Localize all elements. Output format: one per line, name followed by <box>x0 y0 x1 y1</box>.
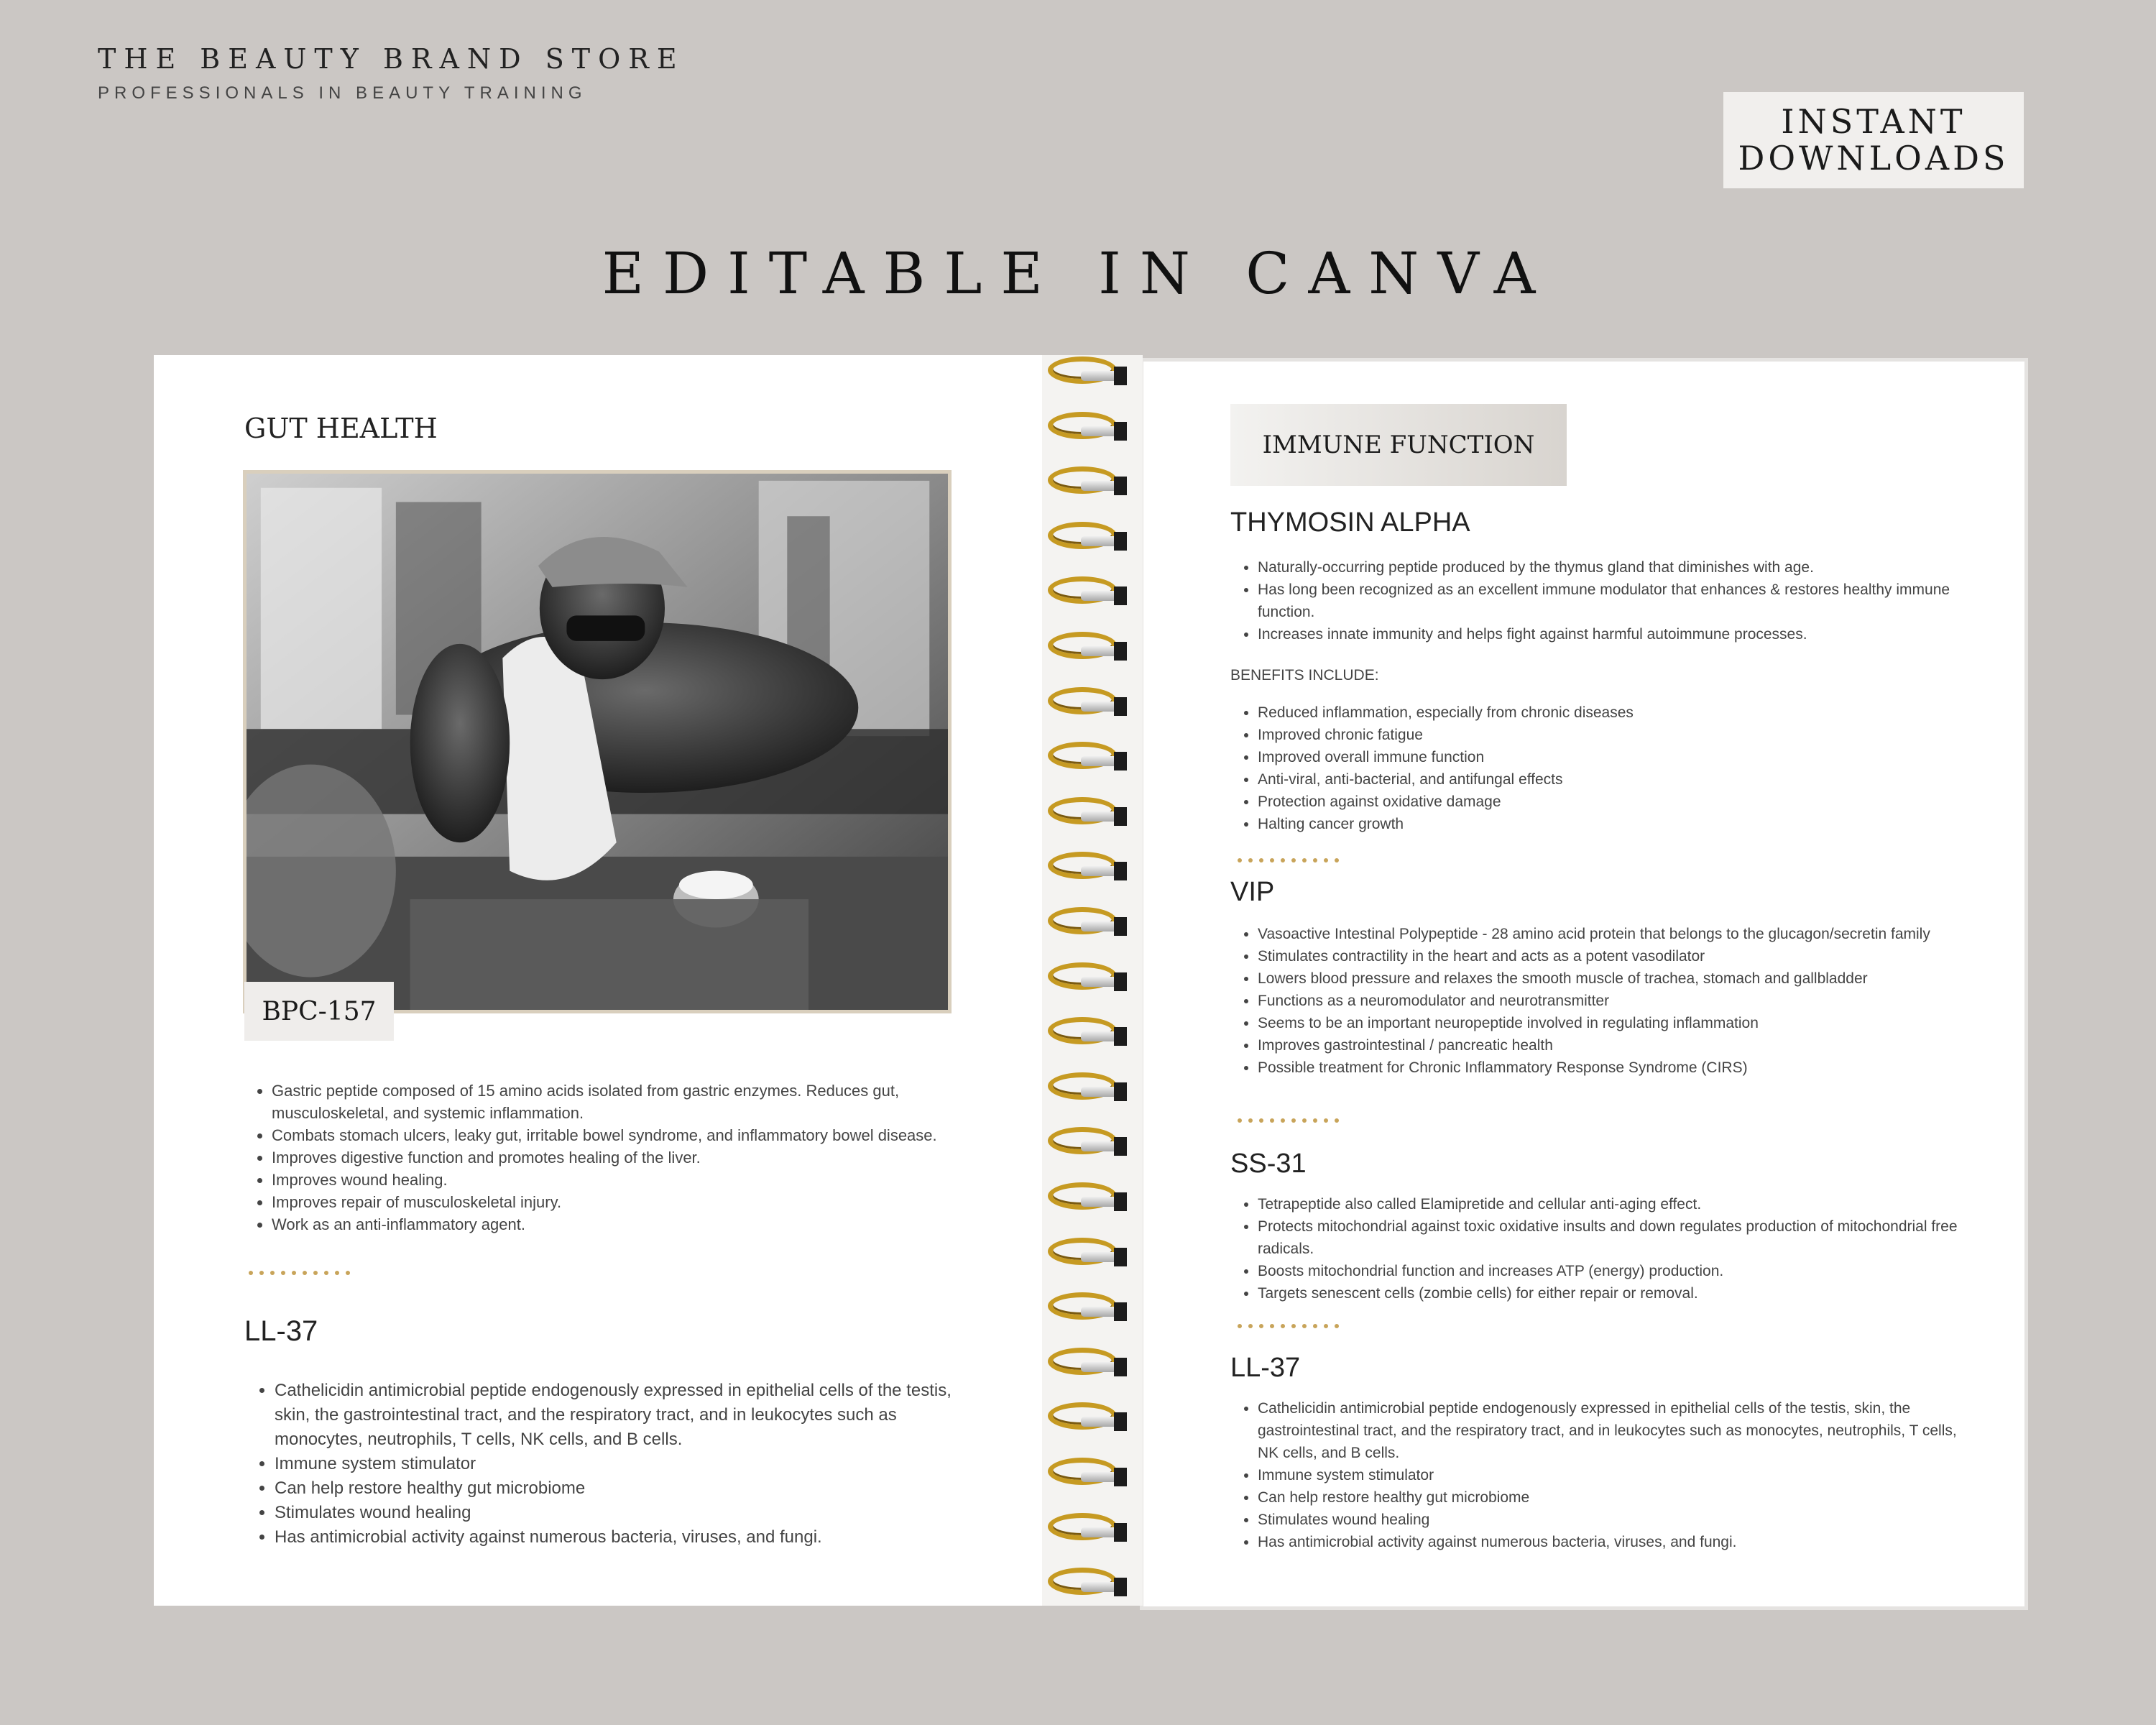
list-item: • Has antimicrobial activity against numerous bacteria, viruses, and fungi. <box>275 1525 979 1550</box>
list-item: • Naturally-occurring peptide produced by the thymus gland that diminishes with age. <box>1258 556 1962 579</box>
list-item: • Lowers blood pressure and relaxes the smooth muscle of trachea, stomach and gallbladder <box>1258 967 1962 990</box>
list-item: • Stimulates wound healing <box>275 1501 979 1525</box>
spiral-binding <box>1042 355 1143 1606</box>
gut-health-title: GUT HEALTH <box>244 413 438 444</box>
dot-divider <box>1238 1118 1339 1126</box>
immune-function-badge: IMMUNE FUNCTION <box>1230 404 1567 486</box>
headline: EDITABLE IN CANVA <box>602 240 1554 307</box>
dot-divider <box>1238 1324 1339 1331</box>
spiral-ring <box>1048 1238 1123 1272</box>
spiral-ring <box>1048 356 1123 391</box>
spiral-ring <box>1048 576 1123 611</box>
ll-37-title-left: LL-37 <box>244 1315 318 1347</box>
list-item: • Improves repair of musculoskeletal injury. <box>272 1191 969 1213</box>
spiral-ring <box>1048 907 1123 942</box>
list-item: • Anti-viral, anti-bacterial, and antifungal effects <box>1258 768 1962 791</box>
spiral-ring <box>1048 522 1123 556</box>
list-item: • Can help restore healthy gut microbiome <box>1258 1486 1962 1509</box>
list-item: • Cathelicidin antimicrobial peptide endogenously expressed in epithelial cells of the testis, skin, the gastrointestinal tract, and the respiratory tract, and in leukocytes such as monocytes, neutrophils, T cells, NK cells, and B cells. <box>275 1379 979 1452</box>
spiral-ring <box>1048 412 1123 446</box>
instant-downloads-badge <box>1723 92 2024 188</box>
list-item: • Gastric peptide composed of 15 amino acids isolated from gastric enzymes. Reduces gut, musculoskeletal, and systemic inflammation. <box>272 1080 969 1124</box>
ll-37-title-right: LL-37 <box>1230 1353 1301 1383</box>
spiral-ring <box>1048 1348 1123 1382</box>
spiral-ring <box>1048 1292 1123 1327</box>
spiral-ring <box>1048 1402 1123 1437</box>
list-item: • Improved overall immune function <box>1258 746 1962 768</box>
spiral-ring <box>1048 1182 1123 1217</box>
brand-name: THE BEAUTY BRAND STORE <box>98 43 685 75</box>
list-item: • Halting cancer growth <box>1258 813 1962 835</box>
bpc-157-list <box>250 1080 969 1236</box>
list-item: • Stimulates wound healing <box>1258 1509 1962 1531</box>
list-item: • Functions as a neuromodulator and neurotransmitter <box>1258 990 1962 1012</box>
spiral-ring <box>1048 1017 1123 1052</box>
spiral-ring <box>1048 1458 1123 1492</box>
list-item: • Immune system stimulator <box>275 1452 979 1476</box>
list-item: • Tetrapeptide also called Elamipretide and cellular anti-aging effect. <box>1258 1193 1962 1215</box>
instant-line-2: DOWNLOADS <box>1738 139 2009 178</box>
list-item: • Seems to be an important neuropeptide involved in regulating inflammation <box>1258 1012 1962 1034</box>
ss-31-list <box>1236 1193 1962 1305</box>
dot-divider <box>249 1271 350 1278</box>
benefits-list <box>1236 702 1962 835</box>
list-item: • Reduced inflammation, especially from chronic diseases <box>1258 702 1962 724</box>
ss-31-title: SS-31 <box>1230 1149 1307 1179</box>
spiral-ring <box>1048 962 1123 997</box>
vip-title: VIP <box>1230 877 1275 907</box>
list-item: • Improved chronic fatigue <box>1258 724 1962 746</box>
spiral-ring <box>1048 687 1123 722</box>
bpc-157-label: BPC-157 <box>244 982 394 1041</box>
spiral-ring <box>1048 797 1123 832</box>
list-item: • Stimulates contractility in the heart and acts as a potent vasodilator <box>1258 945 1962 967</box>
spiral-ring <box>1048 742 1123 776</box>
list-item: • Protection against oxidative damage <box>1258 791 1962 813</box>
list-item: • Vasoactive Intestinal Polypeptide - 28 amino acid protein that belongs to the glucagon/secretin family <box>1258 923 1962 945</box>
list-item: • Combats stomach ulcers, leaky gut, irritable bowel syndrome, and inflammatory bowel disease. <box>272 1124 969 1146</box>
thymosin-alpha-title: THYMOSIN ALPHA <box>1230 507 1470 538</box>
spiral-ring <box>1048 1568 1123 1602</box>
list-item: • Has antimicrobial activity against numerous bacteria, viruses, and fungi. <box>1258 1531 1962 1553</box>
spiral-ring <box>1048 1513 1123 1547</box>
spiral-ring <box>1048 632 1123 666</box>
instant-line-1: INSTANT <box>1781 102 1966 142</box>
list-item: • Cathelicidin antimicrobial peptide endogenously expressed in epithelial cells of the testis, skin, the gastrointestinal tract, and the respiratory tract, and in leukocytes such as monocytes, neutrophils, T cells, NK cells, and B cells. <box>1258 1397 1962 1464</box>
benefits-label: BENEFITS INCLUDE: <box>1230 667 1379 684</box>
dot-divider <box>1238 858 1339 865</box>
spiral-ring <box>1048 852 1123 886</box>
list-item: • Boosts mitochondrial function and increases ATP (energy) production. <box>1258 1260 1962 1282</box>
list-item: • Improves digestive function and promotes healing of the liver. <box>272 1146 969 1169</box>
list-item: • Increases innate immunity and helps fight against harmful autoimmune processes. <box>1258 623 1962 645</box>
photo-frame <box>243 470 952 1013</box>
spiral-ring <box>1048 1072 1123 1107</box>
list-item: • Protects mitochondrial against toxic oxidative insults and down regulates production of mitochondrial free radicals. <box>1258 1215 1962 1260</box>
list-item: • Immune system stimulator <box>1258 1464 1962 1486</box>
list-item: • Improves wound healing. <box>272 1169 969 1191</box>
vip-list <box>1236 923 1962 1079</box>
spiral-ring <box>1048 1127 1123 1162</box>
list-item: • Has long been recognized as an excellent immune modulator that enhances & restores healthy immune function. <box>1258 579 1962 623</box>
thymosin-alpha-list <box>1236 556 1962 645</box>
list-item: • Targets senescent cells (zombie cells) for either repair or removal. <box>1258 1282 1962 1305</box>
list-item: • Can help restore healthy gut microbiome <box>275 1476 979 1501</box>
brand-tagline: PROFESSIONALS IN BEAUTY TRAINING <box>98 83 587 103</box>
spiral-ring <box>1048 466 1123 501</box>
list-item: • Work as an anti-inflammatory agent. <box>272 1213 969 1236</box>
ll-37-list-left <box>253 1379 979 1550</box>
man-eating-photo <box>247 474 948 1010</box>
list-item: • Improves gastrointestinal / pancreatic health <box>1258 1034 1962 1057</box>
list-item: • Possible treatment for Chronic Inflammatory Response Syndrome (CIRS) <box>1258 1057 1962 1079</box>
ll-37-list-right <box>1236 1397 1962 1553</box>
